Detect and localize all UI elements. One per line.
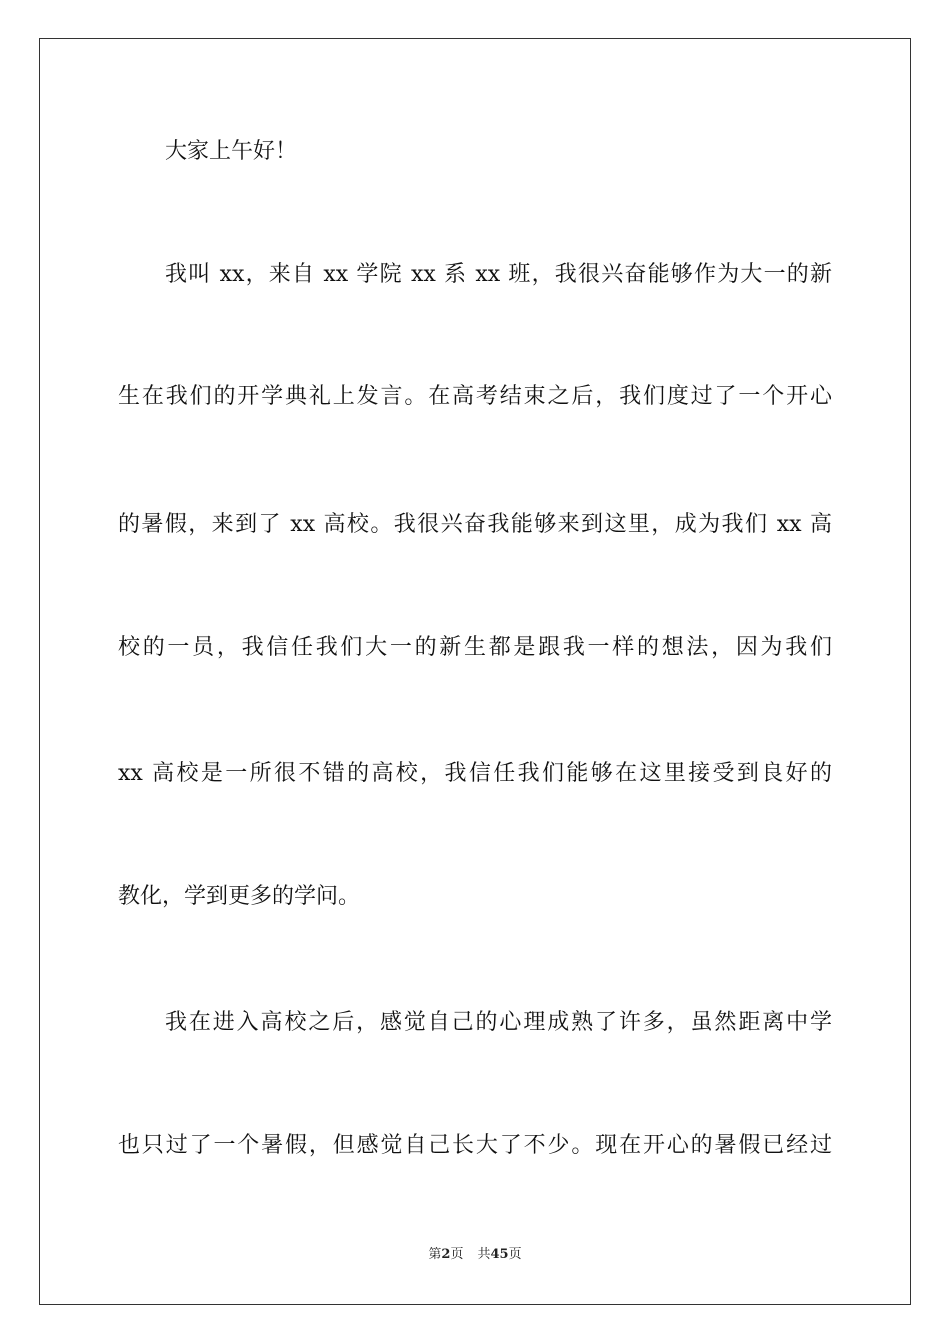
page-unit: 页 [450,1247,464,1262]
greeting-line: 大家上午好！ [165,139,298,164]
total-unit: 页 [508,1247,522,1262]
paragraph-2-line-2: 也只过了一个暑假，但感觉自己长大了不少。现在开心的暑假已经过 [118,1133,832,1158]
total-pages: 45 [490,1247,509,1262]
paragraph-1-line-3: 的暑假，来到了 xx 高校。我很兴奋我能够来到这里，成为我们 xx 高 [118,512,832,537]
page-prefix: 第 [428,1247,442,1262]
page-border [39,38,911,1305]
paragraph-1-line-5: xx 高校是一所很不错的高校，我信任我们能够在这里接受到良好的 [118,761,832,786]
paragraph-1-line-2: 生在我们的开学典礼上发言。在高考结束之后，我们度过了一个开心 [118,384,832,409]
paragraph-2-line-1: 我在进入高校之后，感觉自己的心理成熟了许多，虽然距离中学 [165,1010,832,1035]
page-footer [0,1246,950,1264]
page-number: 2 [441,1247,451,1262]
paragraph-1-line-1: 我叫 xx，来自 xx 学院 xx 系 xx 班，我很兴奋能够作为大一的新 [165,262,832,287]
total-prefix: 共 [477,1247,491,1262]
paragraph-1-line-4: 校的一员，我信任我们大一的新生都是跟我一样的想法，因为我们 [118,635,832,660]
paragraph-1-line-6: 教化，学到更多的学问。 [118,884,361,909]
